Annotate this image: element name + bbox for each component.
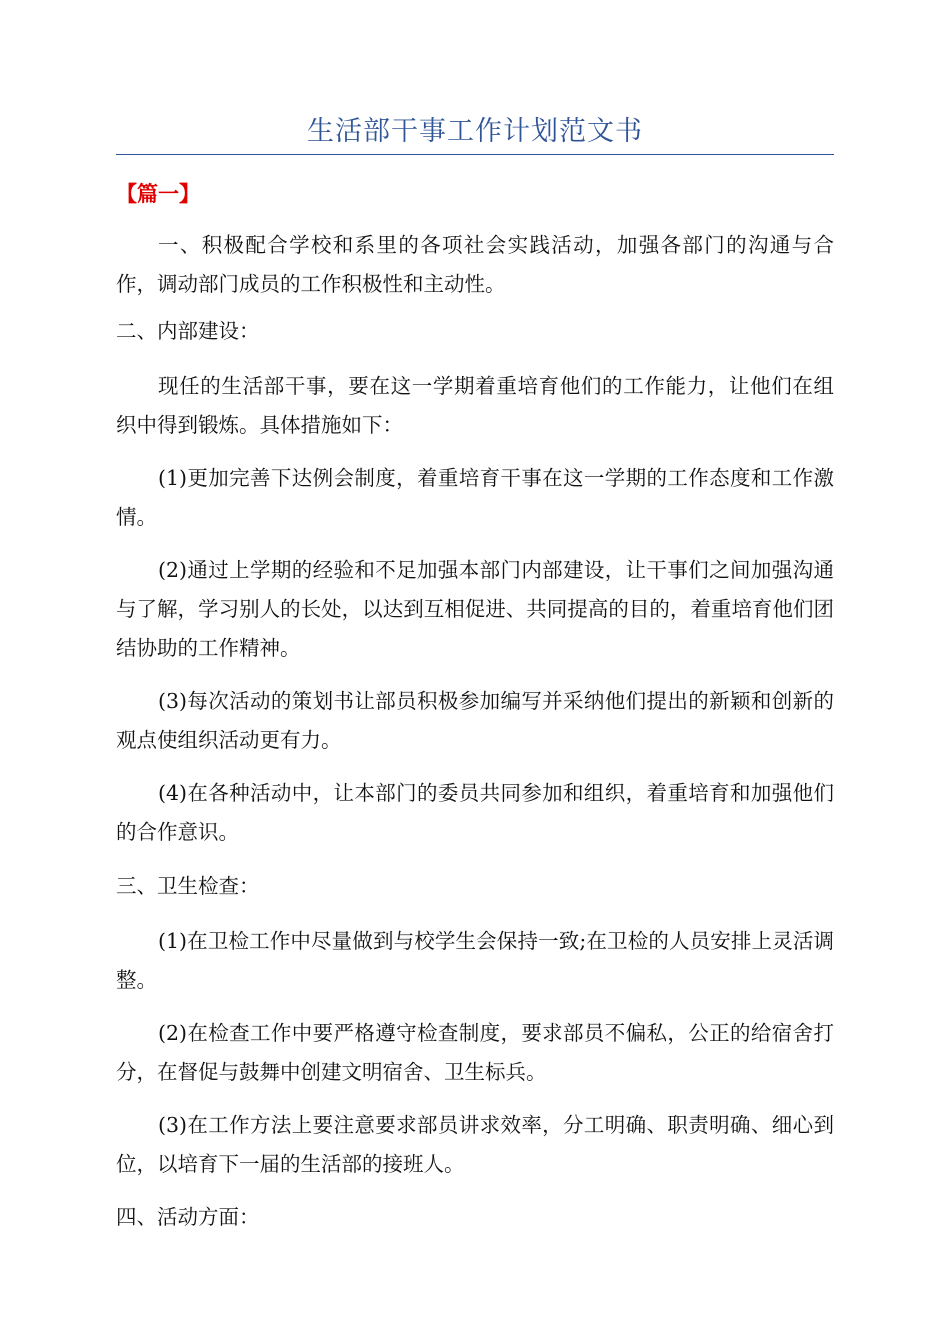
heading-internal-construction: 二、内部建设：	[116, 319, 260, 343]
paragraph-intro: 一、积极配合学校和系里的各项社会实践活动，加强各部门的沟通与合作，调动部门成员的工作积极性和主动性。	[116, 233, 834, 296]
document-title: 生活部干事工作计划范文书	[307, 116, 643, 147]
paragraph-internal-item-4: (4)在各种活动中，让本部门的委员共同参加和组织，着重培育和加强他们的合作意识。	[116, 781, 834, 844]
section-tag: 【篇一】	[116, 182, 200, 206]
paragraph-internal-item-3: (3)每次活动的策划书让部员积极参加编写并采纳他们提出的新颖和创新的观点使组织活动更有力。	[116, 689, 834, 752]
heading-activities: 四、活动方面：	[116, 1205, 260, 1229]
paragraph-internal-item-2: (2)通过上学期的经验和不足加强本部门内部建设，让干事们之间加强沟通与了解，学习别人的长处，以达到互相促进、共同提高的目的，着重培育他们团结协助的工作精神。	[116, 558, 834, 660]
paragraph-internal-item-1: (1)更加完善下达例会制度，着重培育干事在这一学期的工作态度和工作激情。	[116, 466, 834, 529]
title-underline	[116, 154, 834, 155]
paragraph-hygiene-item-1: (1)在卫检工作中尽量做到与校学生会保持一致;在卫检的人员安排上灵活调整。	[116, 929, 834, 992]
paragraph-internal-intro: 现任的生活部干事，要在这一学期着重培育他们的工作能力，让他们在组织中得到锻炼。具体措施如下：	[116, 374, 834, 437]
paragraph-hygiene-item-3: (3)在工作方法上要注意要求部员讲求效率，分工明确、职责明确、细心到位，以培育下一届的生活部的接班人。	[116, 1113, 834, 1176]
heading-hygiene-inspection: 三、卫生检查：	[116, 874, 260, 898]
paragraph-hygiene-item-2: (2)在检查工作中要严格遵守检查制度，要求部员不偏私，公正的给宿舍打分，在督促与鼓舞中创建文明宿舍、卫生标兵。	[116, 1021, 834, 1084]
